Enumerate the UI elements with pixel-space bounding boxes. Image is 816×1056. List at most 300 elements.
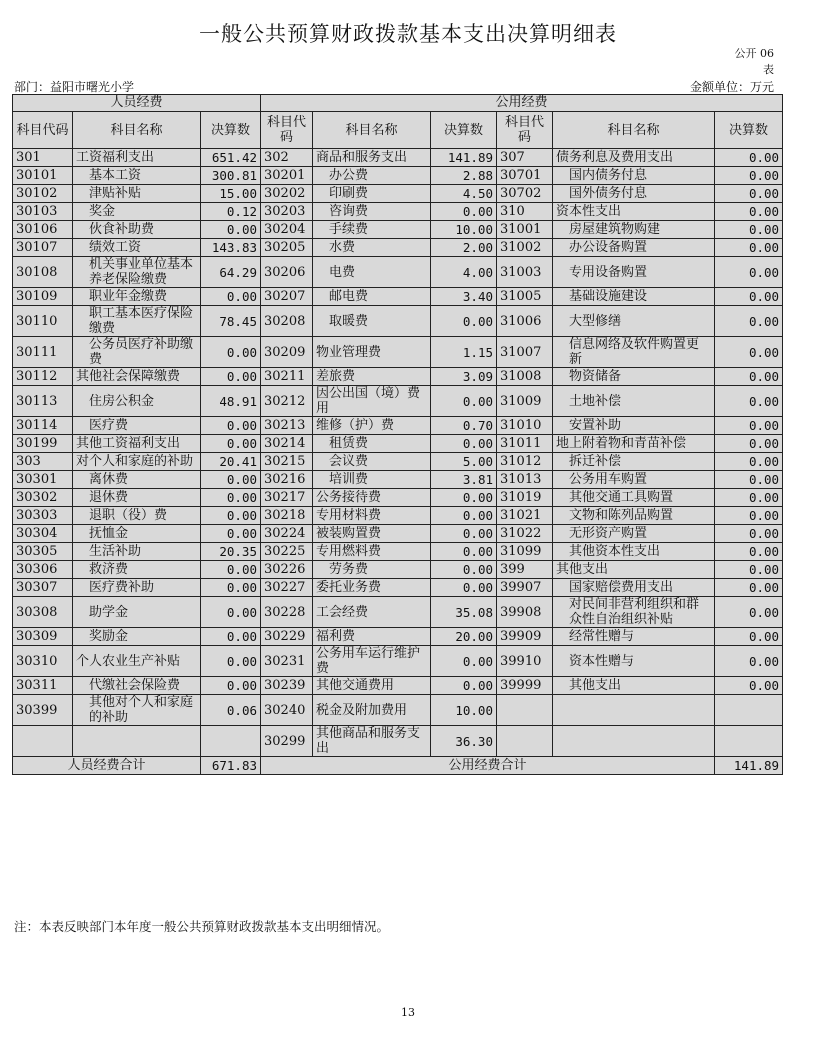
amount-value: 0.00 bbox=[715, 453, 783, 471]
subject-name: 取暖费 bbox=[313, 306, 431, 337]
table-group-header bbox=[13, 95, 783, 112]
subject-code: 31006 bbox=[497, 306, 553, 337]
table-row bbox=[13, 579, 783, 597]
subject-code: 30209 bbox=[261, 337, 313, 368]
subject-code: 31011 bbox=[497, 435, 553, 453]
amount-value: 0.00 bbox=[715, 203, 783, 221]
subject-name: 其他交通工具购置 bbox=[553, 489, 715, 507]
subject-code: 30106 bbox=[13, 221, 73, 239]
amount-value: 0.00 bbox=[431, 561, 497, 579]
amount-value: 0.00 bbox=[715, 149, 783, 167]
personnel-total-value: 671.83 bbox=[201, 757, 261, 775]
table-row bbox=[13, 306, 783, 337]
subject-name: 其他商品和服务支出 bbox=[313, 726, 431, 757]
subject-code: 30224 bbox=[261, 525, 313, 543]
subject-code: 30207 bbox=[261, 288, 313, 306]
table-row bbox=[13, 628, 783, 646]
subject-code: 30204 bbox=[261, 221, 313, 239]
subject-name: 职业年金缴费 bbox=[73, 288, 201, 306]
table-row bbox=[13, 695, 783, 726]
subject-name: 商品和服务支出 bbox=[313, 149, 431, 167]
amount-value: 10.00 bbox=[431, 695, 497, 726]
table-row bbox=[13, 453, 783, 471]
subject-code: 30203 bbox=[261, 203, 313, 221]
subject-name: 土地补偿 bbox=[553, 386, 715, 417]
table-row bbox=[13, 185, 783, 203]
amount-value: 20.41 bbox=[201, 453, 261, 471]
subject-code: 30301 bbox=[13, 471, 73, 489]
subject-code: 30211 bbox=[261, 368, 313, 386]
subject-code: 31012 bbox=[497, 453, 553, 471]
subject-code bbox=[13, 726, 73, 757]
amount-value: 35.08 bbox=[431, 597, 497, 628]
form-code bbox=[735, 46, 775, 78]
subject-code: 30303 bbox=[13, 507, 73, 525]
table-row bbox=[13, 726, 783, 757]
amount-value: 0.00 bbox=[201, 221, 261, 239]
amount-value: 20.35 bbox=[201, 543, 261, 561]
amount-value: 0.00 bbox=[431, 306, 497, 337]
subject-name: 公务用车购置 bbox=[553, 471, 715, 489]
totals-row bbox=[13, 757, 783, 775]
subject-code: 31009 bbox=[497, 386, 553, 417]
table-row bbox=[13, 167, 783, 185]
amount-value: 0.00 bbox=[715, 489, 783, 507]
subject-name: 专用设备购置 bbox=[553, 257, 715, 288]
subject-code: 30202 bbox=[261, 185, 313, 203]
subject-name: 劳务费 bbox=[313, 561, 431, 579]
subject-name: 物资储备 bbox=[553, 368, 715, 386]
amount-value: 141.89 bbox=[431, 149, 497, 167]
subject-name: 租赁费 bbox=[313, 435, 431, 453]
subject-code: 30110 bbox=[13, 306, 73, 337]
subject-name: 其他对个人和家庭的补助 bbox=[73, 695, 201, 726]
subject-name: 对个人和家庭的补助 bbox=[73, 453, 201, 471]
table-row bbox=[13, 417, 783, 435]
subject-code: 30214 bbox=[261, 435, 313, 453]
subject-name: 房屋建筑物购建 bbox=[553, 221, 715, 239]
amount-value: 0.00 bbox=[431, 579, 497, 597]
table-row bbox=[13, 337, 783, 368]
amount-value bbox=[715, 726, 783, 757]
amount-value: 3.40 bbox=[431, 288, 497, 306]
subject-code: 30310 bbox=[13, 646, 73, 677]
amount-value: 0.00 bbox=[715, 435, 783, 453]
amount-value: 36.30 bbox=[431, 726, 497, 757]
subject-name: 职工基本医疗保险缴费 bbox=[73, 306, 201, 337]
amount-value: 4.50 bbox=[431, 185, 497, 203]
amount-value: 0.00 bbox=[201, 489, 261, 507]
amount-value: 15.00 bbox=[201, 185, 261, 203]
subject-name: 电费 bbox=[313, 257, 431, 288]
subject-code: 31099 bbox=[497, 543, 553, 561]
subject-name: 其他交通费用 bbox=[313, 677, 431, 695]
col-header-code: 科目代码 bbox=[497, 112, 553, 149]
amount-value: 0.00 bbox=[201, 368, 261, 386]
subject-code: 30215 bbox=[261, 453, 313, 471]
subject-code: 30226 bbox=[261, 561, 313, 579]
amount-value: 64.29 bbox=[201, 257, 261, 288]
subject-name: 经常性赠与 bbox=[553, 628, 715, 646]
amount-value: 0.00 bbox=[201, 525, 261, 543]
amount-value: 0.00 bbox=[201, 646, 261, 677]
subject-name: 国外债务付息 bbox=[553, 185, 715, 203]
form-code-suffix: 表 bbox=[763, 63, 774, 76]
personnel-group-header: 人员经费 bbox=[13, 95, 261, 112]
public-group-header: 公用经费 bbox=[261, 95, 783, 112]
amount-value: 78.45 bbox=[201, 306, 261, 337]
amount-value: 300.81 bbox=[201, 167, 261, 185]
subject-code: 30213 bbox=[261, 417, 313, 435]
subject-code: 31019 bbox=[497, 489, 553, 507]
amount-value: 0.00 bbox=[715, 386, 783, 417]
amount-value: 10.00 bbox=[431, 221, 497, 239]
subject-code: 30205 bbox=[261, 239, 313, 257]
col-header-name: 科目名称 bbox=[73, 112, 201, 149]
subject-code: 30101 bbox=[13, 167, 73, 185]
amount-value: 0.00 bbox=[715, 561, 783, 579]
subject-name: 拆迁补偿 bbox=[553, 453, 715, 471]
subject-name: 生活补助 bbox=[73, 543, 201, 561]
subject-name: 专用燃料费 bbox=[313, 543, 431, 561]
subject-name: 绩效工资 bbox=[73, 239, 201, 257]
amount-value: 0.00 bbox=[201, 417, 261, 435]
subject-name: 其他支出 bbox=[553, 561, 715, 579]
subject-code: 30227 bbox=[261, 579, 313, 597]
amount-value: 0.00 bbox=[715, 579, 783, 597]
subject-name: 机关事业单位基本养老保险缴费 bbox=[73, 257, 201, 288]
subject-name: 其他社会保障缴费 bbox=[73, 368, 201, 386]
amount-value: 0.00 bbox=[201, 337, 261, 368]
amount-value: 651.42 bbox=[201, 149, 261, 167]
subject-name: 培训费 bbox=[313, 471, 431, 489]
amount-value: 0.00 bbox=[715, 597, 783, 628]
subject-code: 30308 bbox=[13, 597, 73, 628]
subject-name: 国家赔偿费用支出 bbox=[553, 579, 715, 597]
table-column-header bbox=[13, 112, 783, 149]
subject-name: 代缴社会保险费 bbox=[73, 677, 201, 695]
subject-code: 30231 bbox=[261, 646, 313, 677]
amount-value: 3.81 bbox=[431, 471, 497, 489]
amount-value: 0.00 bbox=[201, 561, 261, 579]
amount-value: 0.00 bbox=[201, 628, 261, 646]
subject-code: 30307 bbox=[13, 579, 73, 597]
amount-value: 2.00 bbox=[431, 239, 497, 257]
subject-code: 30216 bbox=[261, 471, 313, 489]
amount-value: 5.00 bbox=[431, 453, 497, 471]
subject-code: 39909 bbox=[497, 628, 553, 646]
subject-code: 31008 bbox=[497, 368, 553, 386]
subject-code: 31002 bbox=[497, 239, 553, 257]
subject-name: 债务利息及费用支出 bbox=[553, 149, 715, 167]
subject-code: 30309 bbox=[13, 628, 73, 646]
subject-code: 31003 bbox=[497, 257, 553, 288]
table-row bbox=[13, 435, 783, 453]
subject-name: 委托业务费 bbox=[313, 579, 431, 597]
amount-value: 0.00 bbox=[715, 167, 783, 185]
subject-code: 30702 bbox=[497, 185, 553, 203]
amount-value: 0.00 bbox=[201, 471, 261, 489]
subject-code: 30107 bbox=[13, 239, 73, 257]
subject-name: 手续费 bbox=[313, 221, 431, 239]
amount-value: 0.00 bbox=[201, 677, 261, 695]
subject-code: 30311 bbox=[13, 677, 73, 695]
amount-value: 143.83 bbox=[201, 239, 261, 257]
subject-code: 301 bbox=[13, 149, 73, 167]
subject-code: 303 bbox=[13, 453, 73, 471]
subject-code: 30199 bbox=[13, 435, 73, 453]
table-row bbox=[13, 368, 783, 386]
subject-name: 信息网络及软件购置更新 bbox=[553, 337, 715, 368]
subject-name: 差旅费 bbox=[313, 368, 431, 386]
subject-name: 医疗费 bbox=[73, 417, 201, 435]
public-total-label: 公用经费合计 bbox=[261, 757, 715, 775]
subject-code: 30302 bbox=[13, 489, 73, 507]
amount-value: 1.15 bbox=[431, 337, 497, 368]
form-code-number: 公开 06 bbox=[734, 47, 774, 60]
subject-code: 30701 bbox=[497, 167, 553, 185]
subject-code: 30240 bbox=[261, 695, 313, 726]
subject-code: 30103 bbox=[13, 203, 73, 221]
amount-value: 0.70 bbox=[431, 417, 497, 435]
amount-value: 0.00 bbox=[431, 507, 497, 525]
table-row bbox=[13, 597, 783, 628]
amount-value: 0.00 bbox=[715, 337, 783, 368]
table-row bbox=[13, 525, 783, 543]
amount-value: 4.00 bbox=[431, 257, 497, 288]
subject-code: 30239 bbox=[261, 677, 313, 695]
subject-name: 资本性赠与 bbox=[553, 646, 715, 677]
subject-name: 其他支出 bbox=[553, 677, 715, 695]
col-header-amount: 决算数 bbox=[201, 112, 261, 149]
subject-code: 30399 bbox=[13, 695, 73, 726]
subject-code: 31005 bbox=[497, 288, 553, 306]
subject-code: 30212 bbox=[261, 386, 313, 417]
amount-value: 0.00 bbox=[431, 646, 497, 677]
subject-name: 退职（役）费 bbox=[73, 507, 201, 525]
col-header-name: 科目名称 bbox=[313, 112, 431, 149]
subject-name: 抚恤金 bbox=[73, 525, 201, 543]
subject-name: 文物和陈列品购置 bbox=[553, 507, 715, 525]
subject-code: 30114 bbox=[13, 417, 73, 435]
subject-name: 会议费 bbox=[313, 453, 431, 471]
table-footnote: 注：本表反映部门本年度一般公共预算财政拨款基本支出明细情况。 bbox=[14, 919, 390, 934]
table-row bbox=[13, 507, 783, 525]
amount-value: 0.00 bbox=[715, 646, 783, 677]
subject-name: 安置补助 bbox=[553, 417, 715, 435]
subject-name bbox=[553, 695, 715, 726]
subject-code: 30304 bbox=[13, 525, 73, 543]
subject-name: 退休费 bbox=[73, 489, 201, 507]
table-row bbox=[13, 239, 783, 257]
subject-name: 离休费 bbox=[73, 471, 201, 489]
subject-name: 救济费 bbox=[73, 561, 201, 579]
amount-value: 0.00 bbox=[715, 221, 783, 239]
subject-name: 印刷费 bbox=[313, 185, 431, 203]
subject-code: 39907 bbox=[497, 579, 553, 597]
subject-name: 津贴补贴 bbox=[73, 185, 201, 203]
amount-value: 0.00 bbox=[201, 507, 261, 525]
subject-name: 其他工资福利支出 bbox=[73, 435, 201, 453]
subject-name: 资本性支出 bbox=[553, 203, 715, 221]
amount-value: 0.00 bbox=[715, 507, 783, 525]
subject-name: 咨询费 bbox=[313, 203, 431, 221]
amount-value: 0.00 bbox=[715, 525, 783, 543]
subject-name: 福利费 bbox=[313, 628, 431, 646]
amount-value: 2.88 bbox=[431, 167, 497, 185]
subject-name: 专用材料费 bbox=[313, 507, 431, 525]
table-row bbox=[13, 489, 783, 507]
subject-code: 307 bbox=[497, 149, 553, 167]
subject-code: 302 bbox=[261, 149, 313, 167]
amount-value: 0.00 bbox=[201, 288, 261, 306]
subject-code: 310 bbox=[497, 203, 553, 221]
col-header-amount: 决算数 bbox=[431, 112, 497, 149]
subject-code bbox=[497, 726, 553, 757]
subject-name: 税金及附加费用 bbox=[313, 695, 431, 726]
table-row bbox=[13, 221, 783, 239]
subject-code: 31022 bbox=[497, 525, 553, 543]
subject-code: 30113 bbox=[13, 386, 73, 417]
subject-name: 基本工资 bbox=[73, 167, 201, 185]
subject-code: 30108 bbox=[13, 257, 73, 288]
amount-value: 0.00 bbox=[431, 677, 497, 695]
department-label: 部门：益阳市曙光小学 bbox=[14, 80, 135, 94]
amount-value: 0.00 bbox=[715, 368, 783, 386]
amount-value: 0.00 bbox=[715, 417, 783, 435]
amount-value: 0.12 bbox=[201, 203, 261, 221]
col-header-code: 科目代码 bbox=[261, 112, 313, 149]
subject-name: 地上附着物和青苗补偿 bbox=[553, 435, 715, 453]
amount-value: 0.00 bbox=[715, 677, 783, 695]
subject-name: 维修（护）费 bbox=[313, 417, 431, 435]
subject-code: 30109 bbox=[13, 288, 73, 306]
subject-name: 公务员医疗补助缴费 bbox=[73, 337, 201, 368]
amount-value: 0.00 bbox=[715, 185, 783, 203]
col-header-name: 科目名称 bbox=[553, 112, 715, 149]
col-header-code: 科目代码 bbox=[13, 112, 73, 149]
subject-code: 30229 bbox=[261, 628, 313, 646]
amount-value: 0.00 bbox=[431, 525, 497, 543]
subject-code: 31013 bbox=[497, 471, 553, 489]
subject-code: 39999 bbox=[497, 677, 553, 695]
subject-code: 30218 bbox=[261, 507, 313, 525]
table-row bbox=[13, 257, 783, 288]
table-row bbox=[13, 149, 783, 167]
subject-code: 30306 bbox=[13, 561, 73, 579]
amount-value: 0.00 bbox=[431, 435, 497, 453]
subject-name: 邮电费 bbox=[313, 288, 431, 306]
public-total-value: 141.89 bbox=[715, 757, 783, 775]
subject-code: 30299 bbox=[261, 726, 313, 757]
subject-name: 被装购置费 bbox=[313, 525, 431, 543]
amount-value: 0.00 bbox=[201, 597, 261, 628]
subject-code: 30201 bbox=[261, 167, 313, 185]
subject-name: 基础设施建设 bbox=[553, 288, 715, 306]
subject-name: 办公费 bbox=[313, 167, 431, 185]
subject-name: 无形资产购置 bbox=[553, 525, 715, 543]
subject-code: 31001 bbox=[497, 221, 553, 239]
table-row bbox=[13, 471, 783, 489]
amount-value: 0.00 bbox=[431, 386, 497, 417]
subject-name: 住房公积金 bbox=[73, 386, 201, 417]
subject-code: 31021 bbox=[497, 507, 553, 525]
amount-value: 0.00 bbox=[715, 306, 783, 337]
amount-value: 0.00 bbox=[715, 543, 783, 561]
subject-name: 工会经费 bbox=[313, 597, 431, 628]
subject-name: 水费 bbox=[313, 239, 431, 257]
amount-value: 0.00 bbox=[431, 489, 497, 507]
subject-code: 30208 bbox=[261, 306, 313, 337]
table-row bbox=[13, 646, 783, 677]
subject-name: 公务接待费 bbox=[313, 489, 431, 507]
subject-code: 30305 bbox=[13, 543, 73, 561]
amount-value: 20.00 bbox=[431, 628, 497, 646]
subject-name: 助学金 bbox=[73, 597, 201, 628]
subject-name: 医疗费补助 bbox=[73, 579, 201, 597]
subject-name: 办公设备购置 bbox=[553, 239, 715, 257]
subject-name: 物业管理费 bbox=[313, 337, 431, 368]
amount-value bbox=[201, 726, 261, 757]
table-row bbox=[13, 677, 783, 695]
amount-value: 0.00 bbox=[715, 628, 783, 646]
amount-value: 0.00 bbox=[715, 471, 783, 489]
amount-value: 0.00 bbox=[201, 435, 261, 453]
col-header-amount: 决算数 bbox=[715, 112, 783, 149]
subject-name: 公务用车运行维护费 bbox=[313, 646, 431, 677]
amount-value: 0.00 bbox=[431, 543, 497, 561]
subject-code: 31007 bbox=[497, 337, 553, 368]
subject-name bbox=[73, 726, 201, 757]
subject-name: 奖金 bbox=[73, 203, 201, 221]
subject-name: 对民间非营利组织和群众性自治组织补贴 bbox=[553, 597, 715, 628]
subject-name: 大型修缮 bbox=[553, 306, 715, 337]
subject-name: 其他资本性支出 bbox=[553, 543, 715, 561]
table-row bbox=[13, 561, 783, 579]
page-title: 一般公共预算财政拨款基本支出决算明细表 bbox=[199, 22, 617, 46]
table-row bbox=[13, 203, 783, 221]
subject-code: 30111 bbox=[13, 337, 73, 368]
amount-value bbox=[715, 695, 783, 726]
table-row bbox=[13, 386, 783, 417]
amount-value: 0.00 bbox=[431, 203, 497, 221]
subject-code: 30206 bbox=[261, 257, 313, 288]
personnel-total-label: 人员经费合计 bbox=[13, 757, 201, 775]
subject-name: 工资福利支出 bbox=[73, 149, 201, 167]
subject-code: 31010 bbox=[497, 417, 553, 435]
subject-code: 39910 bbox=[497, 646, 553, 677]
amount-value: 0.06 bbox=[201, 695, 261, 726]
amount-value: 3.09 bbox=[431, 368, 497, 386]
subject-name: 奖励金 bbox=[73, 628, 201, 646]
subject-code: 30102 bbox=[13, 185, 73, 203]
amount-value: 48.91 bbox=[201, 386, 261, 417]
amount-value: 0.00 bbox=[715, 288, 783, 306]
subject-code bbox=[497, 695, 553, 726]
amount-value: 0.00 bbox=[201, 579, 261, 597]
table-row bbox=[13, 288, 783, 306]
subject-name bbox=[553, 726, 715, 757]
subject-code: 30112 bbox=[13, 368, 73, 386]
amount-value: 0.00 bbox=[715, 257, 783, 288]
table-row bbox=[13, 543, 783, 561]
subject-name: 个人农业生产补贴 bbox=[73, 646, 201, 677]
subject-code: 30225 bbox=[261, 543, 313, 561]
subject-code: 39908 bbox=[497, 597, 553, 628]
subject-name: 国内债务付息 bbox=[553, 167, 715, 185]
unit-label: 金额单位：万元 bbox=[689, 80, 774, 94]
expenditure-table bbox=[12, 94, 783, 775]
